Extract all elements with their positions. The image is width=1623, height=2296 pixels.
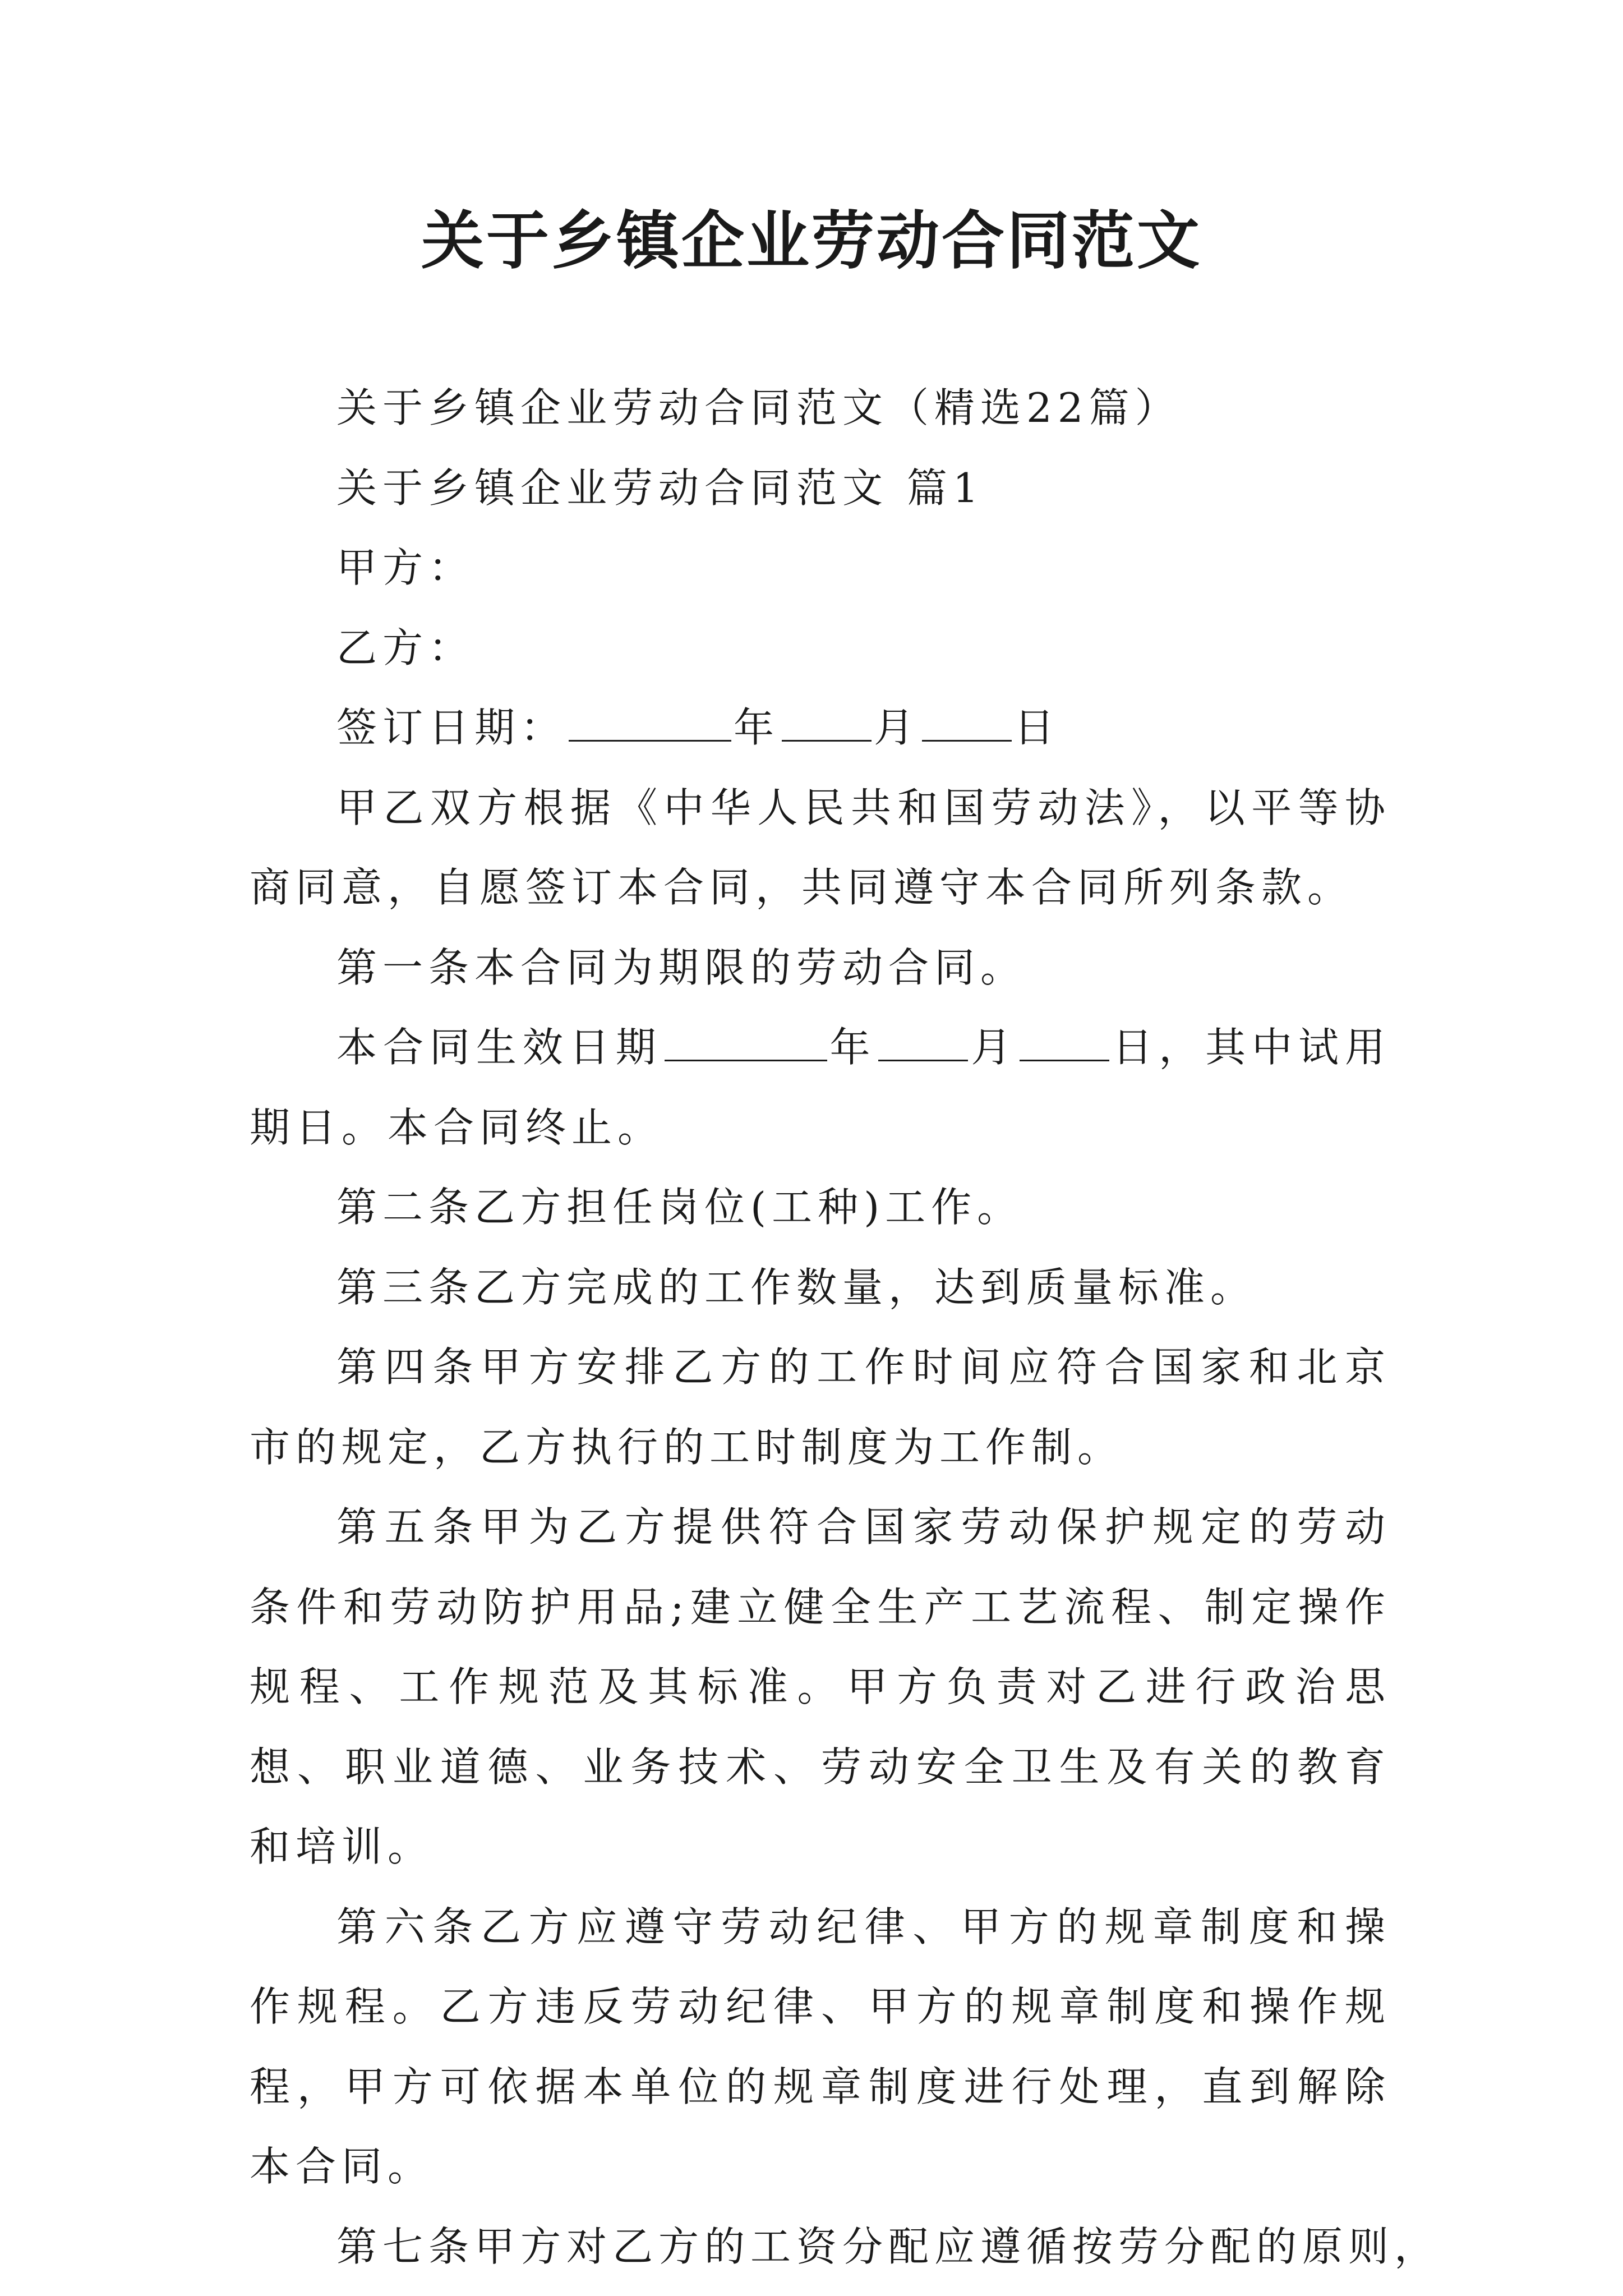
- article-7: 第七条甲方对乙方的工资分配应遵循按劳分配的原则，: [336, 2223, 1441, 2270]
- month-blank: [782, 705, 872, 742]
- article-4: 第四条甲方安排乙方的工作时间应符合国家和北京市的规定，乙方执行的工时制度为工作制。: [250, 1343, 1391, 1471]
- document-title: 关于乡镇企业劳动合同范文: [421, 204, 1202, 278]
- day-blank: [922, 705, 1012, 742]
- section-heading: 关于乡镇企业劳动合同范文 篇1: [336, 464, 984, 512]
- effective-month-blank: [878, 1025, 968, 1061]
- effective-day-suffix: 日，其中试用期日。本合同终止。: [250, 1024, 1391, 1151]
- year-blank: [569, 705, 731, 742]
- effective-month-label: 月: [970, 1024, 1018, 1071]
- article-6: 第六条乙方应遵守劳动纪律、甲方的规章制度和操作规程。乙方违反劳动纪律、甲方的规章制度和操作规程，甲方可依据本单位的规章制度进行处理，直到解除本合同。: [250, 1903, 1391, 2190]
- intro-paragraph: 甲乙双方根据《中华人民共和国劳动法》，以平等协商同意，自愿签订本合同，共同遵守本合同所列条款。: [250, 784, 1391, 911]
- party-b-line: 乙方：: [336, 624, 475, 671]
- signing-date-line: [250, 688, 1391, 768]
- effective-year-label: 年: [829, 1024, 877, 1071]
- effective-day-blank: [1020, 1025, 1109, 1061]
- document-subtitle: 关于乡镇企业劳动合同范文（精选22篇）: [336, 384, 1181, 431]
- day-label: 日: [1014, 704, 1061, 751]
- article-1: 第一条本合同为期限的劳动合同。: [336, 944, 1027, 991]
- effective-year-blank: [665, 1025, 827, 1061]
- document-body: [250, 368, 1441, 2286]
- article-5: 第五条甲为乙方提供符合国家劳动保护规定的劳动条件和劳动防护用品;建立健全生产工艺流程、制定操作规程、工作规范及其标准。甲方负责对乙进行政治思想、职业道德、业务技术、劳动安全卫生及有关的教育和培训。: [250, 1503, 1391, 1870]
- party-a-line: 甲方：: [336, 544, 475, 591]
- effective-date-prefix: 本合同生效日期: [336, 1024, 662, 1071]
- month-label: 月: [874, 704, 920, 751]
- signing-date-label: 签订日期：: [336, 704, 567, 751]
- article-3: 第三条乙方完成的工作数量，达到质量标准。: [336, 1263, 1257, 1311]
- year-label: 年: [734, 704, 780, 751]
- article-2: 第二条乙方担任岗位(工种)工作。: [336, 1184, 1023, 1231]
- effective-date-paragraph: [250, 1007, 1391, 1167]
